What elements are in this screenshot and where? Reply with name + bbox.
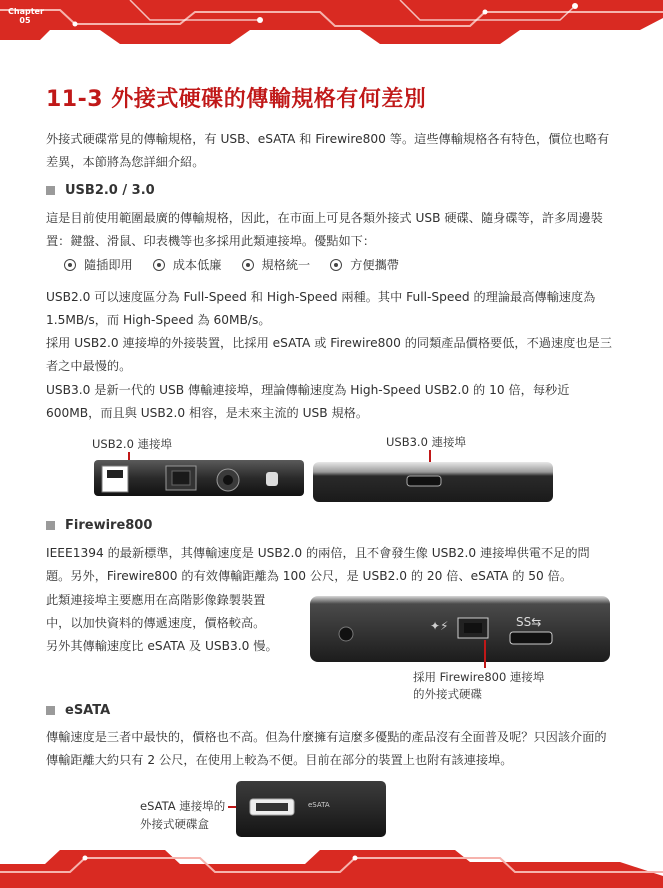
firewire-callout-line (484, 640, 486, 668)
square-bullet-icon (46, 186, 55, 195)
usb-heading-text: USB2.0 / 3.0 (65, 183, 155, 198)
square-bullet-icon (46, 521, 55, 530)
advantages-list (64, 256, 419, 273)
usb3-port-label: USB3.0 連接埠 (386, 435, 467, 449)
firewire-drive-photo (310, 596, 610, 662)
square-bullet-icon (46, 706, 55, 715)
usb2-port-label: USB2.0 連接埠 (92, 437, 173, 451)
esata-enclosure-photo (236, 781, 386, 837)
advantage-label: 規格統一 (261, 258, 311, 272)
svg-text:✦⚡: ✦⚡ (430, 619, 449, 633)
advantage-item (330, 256, 399, 273)
firewire-paragraph-2-line: 中，以加快資料的傳遞速度，價格較高。 (46, 616, 266, 630)
usb3-drive-photo (313, 462, 553, 502)
esata-caption (140, 797, 225, 833)
advantage-label: 方便攜帶 (350, 258, 399, 272)
esata-caption-line: eSATA 連接埠的 (140, 799, 226, 813)
firewire-heading (46, 518, 152, 533)
advantage-item (64, 256, 133, 273)
circle-dot-icon (153, 259, 165, 271)
firewire-caption-line: 採用 Firewire800 連接埠 (413, 670, 545, 684)
firewire-heading-text: Firewire800 (65, 518, 153, 533)
advantage-item (242, 256, 311, 273)
firewire-paragraph-2 (46, 589, 306, 658)
circle-dot-icon (64, 259, 76, 271)
usb2-drive-photo (94, 458, 304, 498)
usb-heading (46, 183, 155, 198)
advantage-item (153, 256, 222, 273)
esata-heading-text: eSATA (65, 703, 111, 718)
usb-paragraph-4: USB3.0 是新一代的 USB 傳輸連接埠，理論傳輸速度為 High-Speed USB2.0 的 10 倍，每秒近 600MB，而且與 USB2.0 相容，是未來主流的 USB 規格。 (46, 383, 570, 420)
usb-paragraph-3: 採用 USB2.0 連接埠的外接裝置，比採用 eSATA 或 Firewire800 的同類產品價格要低，不過速度也是三者之中最慢的。 (46, 336, 612, 373)
firewire-paragraph-2-line: 此類連接埠主要應用在高階影像錄製裝置 (46, 593, 266, 607)
footer-circuit-band (0, 836, 663, 888)
firewire-paragraph-2-line: 另外其傳輸速度比 eSATA 及 USB3.0 慢。 (46, 639, 278, 653)
header-circuit-band (0, 0, 663, 52)
firewire-paragraph-1: IEEE1394 的最新標準，其傳輸速度是 USB2.0 的兩倍，且不會發生像 USB2.0 連接埠供電不足的問題。另外，Firewire800 的有效傳輸距離為 100 公尺，是 USB2.0 的 20 倍、eSATA 的 50 倍。 (46, 546, 590, 583)
section-title: 11-3 外接式硬碟的傳輸規格有何差別 (46, 87, 427, 112)
esata-heading (46, 703, 110, 718)
svg-text:SS⇆: SS⇆ (516, 615, 542, 629)
firewire-caption (413, 669, 544, 703)
circle-dot-icon (242, 259, 254, 271)
advantage-label: 成本低廉 (172, 258, 222, 272)
page-number: 266 (12, 854, 34, 865)
esata-port-mark: eSATA (308, 801, 330, 809)
chapter-badge: Chapter 05 (8, 7, 44, 25)
usb-paragraph-2: USB2.0 可以速度區分為 Full-Speed 和 High-Speed 兩種。其中 Full-Speed 的理論最高傳輸速度為 1.5MB/s，而 High-Speed 為 60MB/s。 (46, 290, 596, 327)
esata-caption-line: 外接式硬碟盒 (140, 817, 209, 831)
intro-paragraph: 外接式硬碟常見的傳輸規格，有 USB、eSATA 和 Firewire800 等。這些傳輸規格各有特色，價位也略有差異，本節將為您詳細介紹。 (46, 132, 610, 169)
usb-paragraph-1: 這是目前使用範圍最廣的傳輸規格，因此，在市面上可見各類外接式 USB 硬碟、隨身碟等，許多周邊裝置：鍵盤、滑鼠、印表機等也多採用此類連接埠。優點如下： (46, 211, 603, 248)
circle-dot-icon (330, 259, 342, 271)
firewire-caption-line: 的外接式硬碟 (413, 687, 482, 701)
advantage-label: 隨插即用 (84, 258, 133, 272)
esata-paragraph-1: 傳輸速度是三者中最快的，價格也不高。但為什麼擁有這麼多優點的產品沒有全面普及呢？只因該介面的傳輸距離大約只有 2 公尺，在使用上較為不便。目前在部分的裝置上也附有該連接埠。 (46, 730, 607, 767)
